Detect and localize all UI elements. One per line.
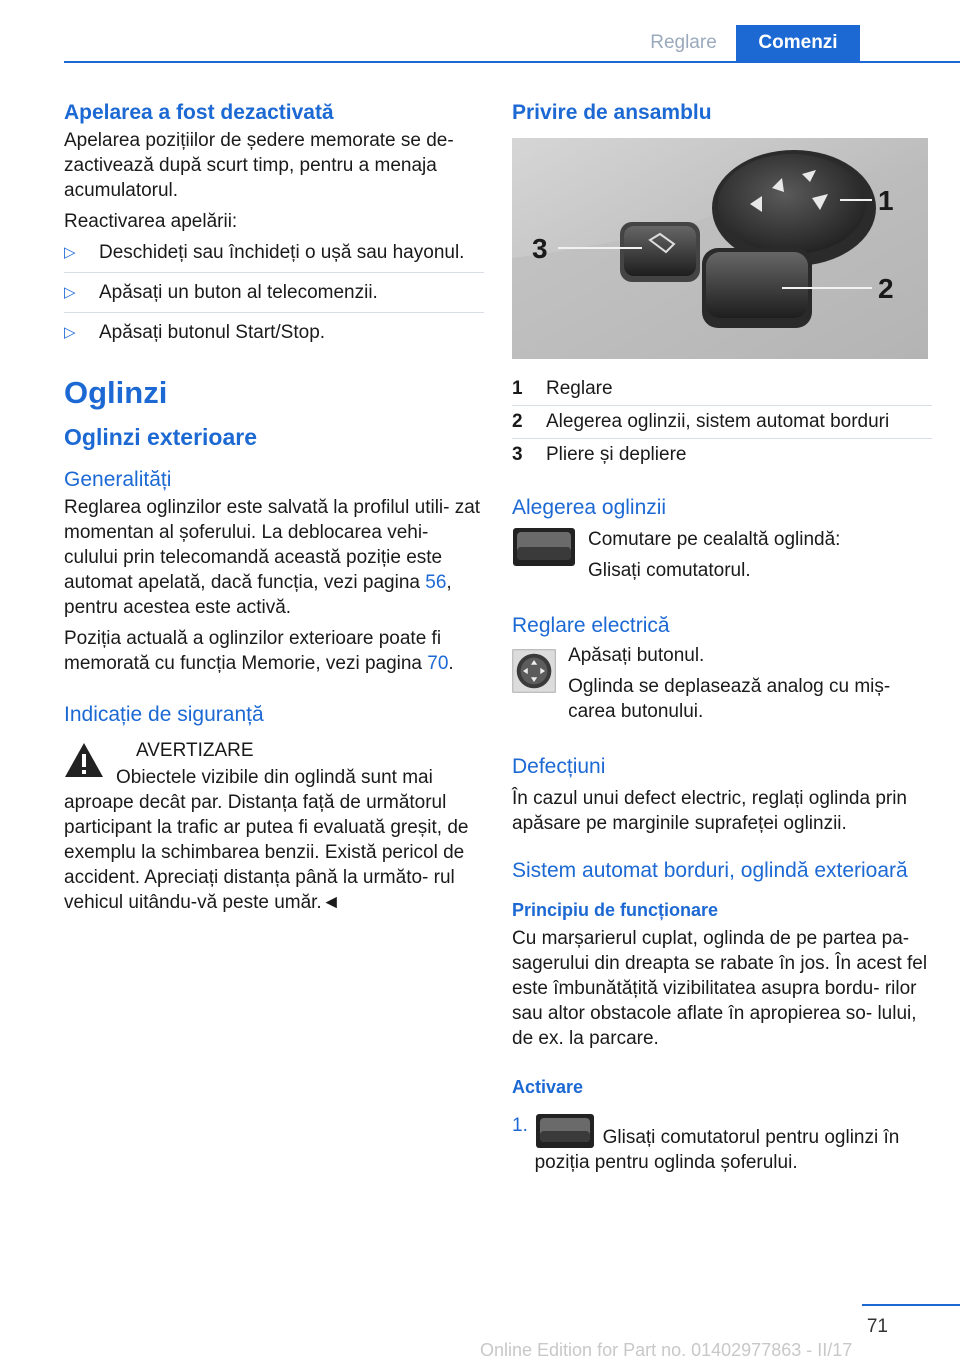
rocker-switch-icon	[535, 1113, 595, 1149]
reglare-text-2: Oglinda se deplasează analog cu miș‐ carea butonului.	[568, 676, 891, 722]
legend-item: 1 Reglare	[512, 373, 932, 406]
list-item: ▷ Apăsați butonul Start/Stop.	[64, 322, 326, 343]
list-item: ▷ Apăsați un buton al telecomenzii.	[64, 282, 378, 303]
header-tab-comenzi[interactable]: Comenzi	[736, 25, 860, 61]
principiu-text: Cu marșarierul cuplat, oglinda de pe partea pa‐ sagerului din dreapta se rabate în jos. În acest fel este îmbunătățită vizibilitatea asupra bordu‐ rilor sau altor obstacole aflate în apropierea so‐ lului, de ex. la parcare.	[512, 928, 928, 1049]
alegerea-text-1: Comutare pe cealaltă oglindă:	[588, 529, 841, 550]
rocker-switch-icon	[512, 527, 576, 567]
triangle-bullet-icon: ▷	[64, 324, 76, 341]
page-link-70[interactable]: 70	[427, 653, 449, 674]
warning-text: Obiectele vizibile din oglindă sunt mai aproape decât par. Distanța față de următorul participant la trafic ar putea fi evaluată greșit, de exemplu la schimbarea benzii. Există pericol de accident. Apreciați distanța până la următo‐ rul vehicul uitându-vă peste umăr.◄	[64, 767, 469, 913]
indicatie-heading: Indicație de siguranță	[64, 703, 264, 726]
apelare-heading: Apelarea a fost dezactivată	[64, 101, 334, 124]
defectiuni-heading: Defecțiuni	[512, 755, 606, 778]
oglinzi-exterioare-heading: Oglinzi exterioare	[64, 424, 258, 450]
header-tab-reglare[interactable]: Reglare	[650, 32, 717, 53]
page-link-56[interactable]: 56	[425, 572, 447, 593]
oglinzi-title: Oglinzi	[64, 375, 168, 410]
principiu-heading: Principiu de funcționare	[512, 900, 719, 920]
reglare-text-1: Apăsați butonul.	[568, 645, 705, 666]
apelare-text: Apelarea pozițiilor de ședere memorate se de‐ zactivează după scurt timp, pentru a menaja acumulatorul.	[64, 130, 454, 201]
triangle-bullet-icon: ▷	[64, 244, 76, 261]
page-number: 71	[866, 1316, 888, 1337]
warning-block	[64, 738, 484, 763]
edition-text: Online Edition for Part no. 01402977863 - II/17	[480, 1340, 853, 1360]
header-rule	[64, 61, 960, 63]
legend-item: 2 Alegerea oglinzii, sistem automat borduri	[512, 406, 932, 439]
alegerea-text-2: Glisați comutatorul.	[588, 560, 751, 581]
footer-rule	[862, 1304, 960, 1306]
left-column	[64, 100, 484, 921]
warning-label: AVERTIZARE	[136, 740, 254, 761]
photo-label-1: 1	[878, 185, 894, 216]
alegerea-heading: Alegerea oglinzii	[512, 496, 667, 519]
reglare-row	[512, 643, 932, 730]
alegerea-row	[512, 527, 932, 589]
legend-list	[512, 373, 932, 471]
sistem-heading: Sistem automat borduri, oglindă exterioară	[512, 859, 908, 882]
warning-triangle-icon	[64, 742, 104, 778]
mirror-control-photo	[512, 138, 928, 359]
legend-item: 3 Pliere și depliere	[512, 444, 687, 465]
step-text: Glisați comutatorul pentru oglinzi în poziția pentru oglinda șoferului.	[534, 1127, 900, 1173]
reactivare-label: Reactivarea apelării:	[64, 211, 238, 232]
reactivare-list	[64, 240, 484, 345]
list-item: ▷ Deschideți sau închideți o ușă sau hayonul.	[64, 242, 465, 263]
right-column	[512, 100, 932, 1175]
step-item	[512, 1113, 932, 1175]
generalitati-heading: Generalități	[64, 468, 172, 491]
pozitia-text: Poziția actuală a oglinzilor exterioare poate fi memorată cu funcția Memorie, vezi pagina 70.	[64, 628, 454, 674]
step-number: 1.	[512, 1115, 528, 1136]
photo-label-3: 3	[532, 233, 548, 264]
defectiuni-text: În cazul unui defect electric, reglați oglinda prin apăsare pe marginile suprafeței oglinzii.	[512, 788, 908, 834]
activare-heading: Activare	[512, 1077, 584, 1097]
generalitati-text: Reglarea oglinzilor este salvată la profilul utili‐ zat momentan al șoferului. La deblocarea vehi‐ culului prin telecomandă această poziție este automat apelată, dacă funcția, vezi pagina 56, pentru acestea este activă.	[64, 497, 481, 618]
mirror-joystick-icon	[512, 643, 556, 699]
privire-heading: Privire de ansamblu	[512, 101, 712, 124]
reglare-electrica-heading: Reglare electrică	[512, 614, 670, 637]
photo-label-2: 2	[878, 273, 894, 304]
triangle-bullet-icon: ▷	[64, 284, 76, 301]
